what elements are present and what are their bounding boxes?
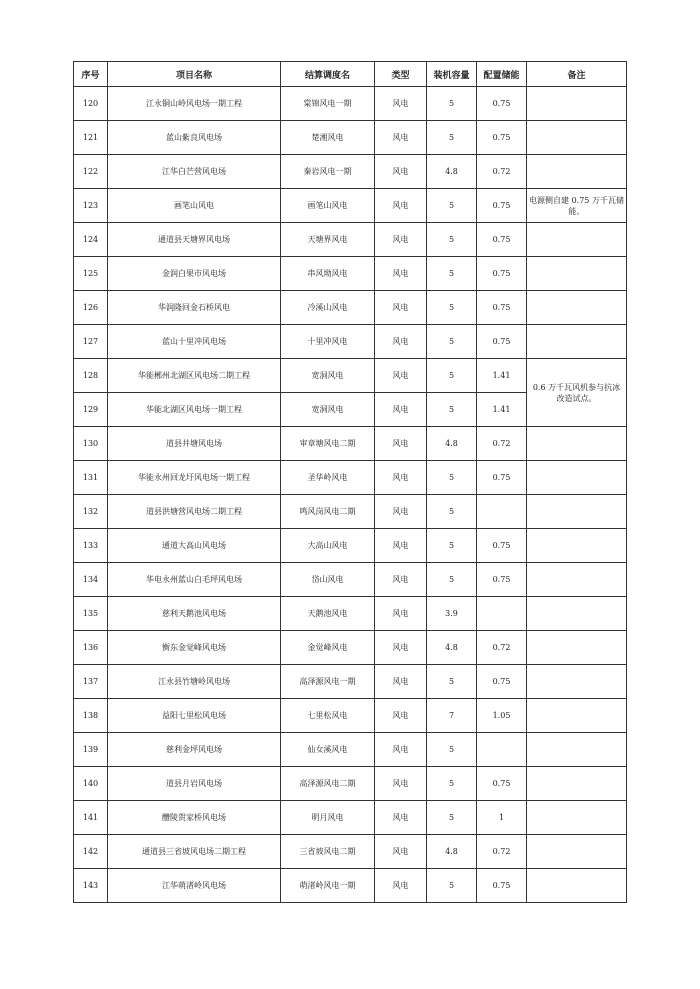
storage-cell: 1	[477, 801, 527, 835]
capacity-cell: 5	[427, 733, 477, 767]
table-row	[74, 801, 627, 835]
capacity-cell: 5	[427, 767, 477, 801]
dispatch-name-cell: 天鹅池风电	[281, 597, 375, 631]
note-cell	[527, 563, 627, 597]
row-no-cell: 129	[74, 393, 108, 427]
row-no-cell: 126	[74, 291, 108, 325]
dispatch-name-cell: 冷溪山风电	[281, 291, 375, 325]
project-type-cell: 风电	[375, 325, 427, 359]
capacity-cell: 4.8	[427, 835, 477, 869]
header-type: 类型	[375, 62, 427, 87]
note-cell	[527, 835, 627, 869]
project-name-cell: 道县井塘风电场	[108, 427, 281, 461]
project-name-cell: 华润隆回金石桥风电	[108, 291, 281, 325]
table-row	[74, 869, 627, 903]
project-type-cell: 风电	[375, 155, 427, 189]
storage-cell: 0.75	[477, 257, 527, 291]
project-type-cell: 风电	[375, 529, 427, 563]
project-type-cell: 风电	[375, 869, 427, 903]
storage-cell	[477, 597, 527, 631]
table-row	[74, 427, 627, 461]
note-cell	[527, 155, 627, 189]
project-type-cell: 风电	[375, 461, 427, 495]
row-no-cell: 142	[74, 835, 108, 869]
dispatch-name-cell: 岱山风电	[281, 563, 375, 597]
row-no-cell: 140	[74, 767, 108, 801]
dispatch-name-cell: 宽洞风电	[281, 359, 375, 393]
project-name-cell: 蓝山十里冲风电场	[108, 325, 281, 359]
header-capacity: 装机容量	[427, 62, 477, 87]
project-type-cell: 风电	[375, 87, 427, 121]
dispatch-name-cell: 高泽源风电一期	[281, 665, 375, 699]
note-cell	[527, 495, 627, 529]
project-type-cell: 风电	[375, 801, 427, 835]
project-name-cell: 华能北湖区风电场一期工程	[108, 393, 281, 427]
dispatch-name-cell: 萌渚岭风电一期	[281, 869, 375, 903]
table-row	[74, 461, 627, 495]
project-type-cell: 风电	[375, 121, 427, 155]
row-no-cell: 121	[74, 121, 108, 155]
header-project-name: 项目名称	[108, 62, 281, 87]
row-no-cell: 133	[74, 529, 108, 563]
row-no-cell: 135	[74, 597, 108, 631]
storage-cell: 0.75	[477, 291, 527, 325]
dispatch-name-cell: 秦岩风电一期	[281, 155, 375, 189]
note-cell	[527, 733, 627, 767]
dispatch-name-cell: 天塘界风电	[281, 223, 375, 257]
note-cell	[527, 767, 627, 801]
project-name-cell: 江永铜山岭风电场一期工程	[108, 87, 281, 121]
table-row	[74, 325, 627, 359]
note-cell	[527, 665, 627, 699]
storage-cell: 0.75	[477, 869, 527, 903]
capacity-cell: 4.8	[427, 631, 477, 665]
header-no: 序号	[74, 62, 108, 87]
capacity-cell: 4.8	[427, 155, 477, 189]
row-no-cell: 131	[74, 461, 108, 495]
storage-cell: 0.75	[477, 87, 527, 121]
table-row	[74, 767, 627, 801]
dispatch-name-cell: 圣华岭风电	[281, 461, 375, 495]
header-dispatch-name: 结算调度名	[281, 62, 375, 87]
storage-cell: 0.75	[477, 563, 527, 597]
note-cell	[527, 325, 627, 359]
header-note: 备注	[527, 62, 627, 87]
note-cell	[527, 427, 627, 461]
dispatch-name-cell: 串风坳风电	[281, 257, 375, 291]
capacity-cell: 5	[427, 529, 477, 563]
project-type-cell: 风电	[375, 427, 427, 461]
capacity-cell: 5	[427, 563, 477, 597]
capacity-cell: 5	[427, 325, 477, 359]
capacity-cell: 7	[427, 699, 477, 733]
table-row	[74, 121, 627, 155]
dispatch-name-cell: 十里冲风电	[281, 325, 375, 359]
project-type-cell: 风电	[375, 767, 427, 801]
row-no-cell: 120	[74, 87, 108, 121]
project-type-cell: 风电	[375, 189, 427, 223]
project-type-cell: 风电	[375, 665, 427, 699]
project-name-cell: 通道县三省坡风电场二期工程	[108, 835, 281, 869]
storage-cell: 0.75	[477, 665, 527, 699]
table-row	[74, 495, 627, 529]
dispatch-name-cell: 七里松风电	[281, 699, 375, 733]
note-cell	[527, 291, 627, 325]
storage-cell: 1.41	[477, 359, 527, 393]
storage-cell: 0.75	[477, 223, 527, 257]
dispatch-name-cell: 明月风电	[281, 801, 375, 835]
row-no-cell: 143	[74, 869, 108, 903]
project-name-cell: 益阳七里松风电场	[108, 699, 281, 733]
project-name-cell: 江华萌渚岭风电场	[108, 869, 281, 903]
note-cell	[527, 869, 627, 903]
note-cell	[527, 121, 627, 155]
table-row	[74, 359, 627, 393]
project-name-cell: 道县洪塘营风电场二期工程	[108, 495, 281, 529]
capacity-cell: 5	[427, 869, 477, 903]
project-name-cell: 金润白果市风电场	[108, 257, 281, 291]
dispatch-name-cell: 审章塘风电二期	[281, 427, 375, 461]
capacity-cell: 5	[427, 359, 477, 393]
dispatch-name-cell: 棠锦风电一期	[281, 87, 375, 121]
project-name-cell: 衡东金觉峰风电场	[108, 631, 281, 665]
capacity-cell: 5	[427, 461, 477, 495]
row-no-cell: 125	[74, 257, 108, 291]
table-row	[74, 665, 627, 699]
capacity-cell: 5	[427, 121, 477, 155]
dispatch-name-cell: 宽洞风电	[281, 393, 375, 427]
dispatch-name-cell: 三省坡风电二期	[281, 835, 375, 869]
dispatch-name-cell: 金觉峰风电	[281, 631, 375, 665]
table-row	[74, 291, 627, 325]
storage-cell: 1.41	[477, 393, 527, 427]
storage-cell: 0.75	[477, 189, 527, 223]
storage-cell: 0.72	[477, 155, 527, 189]
capacity-cell: 3.9	[427, 597, 477, 631]
table-row	[74, 699, 627, 733]
storage-cell	[477, 495, 527, 529]
capacity-cell: 5	[427, 257, 477, 291]
storage-cell: 1.05	[477, 699, 527, 733]
table-body	[74, 87, 627, 903]
row-no-cell: 139	[74, 733, 108, 767]
row-no-cell: 123	[74, 189, 108, 223]
note-cell	[527, 87, 627, 121]
dispatch-name-cell: 画笔山风电	[281, 189, 375, 223]
dispatch-name-cell: 仙女溪风电	[281, 733, 375, 767]
table-row	[74, 87, 627, 121]
row-no-cell: 141	[74, 801, 108, 835]
project-type-cell: 风电	[375, 291, 427, 325]
project-name-cell: 慈利金坪风电场	[108, 733, 281, 767]
project-type-cell: 风电	[375, 563, 427, 597]
row-no-cell: 138	[74, 699, 108, 733]
note-cell	[527, 529, 627, 563]
project-name-cell: 通道县天塘界风电场	[108, 223, 281, 257]
project-type-cell: 风电	[375, 223, 427, 257]
storage-cell	[477, 733, 527, 767]
project-type-cell: 风电	[375, 359, 427, 393]
storage-cell: 0.75	[477, 461, 527, 495]
project-name-cell: 道县月岩风电场	[108, 767, 281, 801]
project-type-cell: 风电	[375, 495, 427, 529]
note-cell	[527, 597, 627, 631]
storage-cell: 0.72	[477, 427, 527, 461]
note-cell: 电源侧自建 0.75 万千瓦储能。	[527, 189, 627, 223]
note-cell	[527, 801, 627, 835]
row-no-cell: 132	[74, 495, 108, 529]
capacity-cell: 5	[427, 87, 477, 121]
storage-cell: 0.75	[477, 121, 527, 155]
table-row	[74, 529, 627, 563]
dispatch-name-cell: 大高山风电	[281, 529, 375, 563]
row-no-cell: 122	[74, 155, 108, 189]
table-row	[74, 597, 627, 631]
row-no-cell: 136	[74, 631, 108, 665]
row-no-cell: 128	[74, 359, 108, 393]
storage-cell: 0.75	[477, 767, 527, 801]
dispatch-name-cell: 高泽源风电二期	[281, 767, 375, 801]
note-cell	[527, 631, 627, 665]
note-cell: 0.6 万千瓦风机参与抗冰改造试点。	[527, 359, 627, 427]
table-row	[74, 563, 627, 597]
project-type-cell: 风电	[375, 631, 427, 665]
project-name-cell: 江华白芒营风电场	[108, 155, 281, 189]
header-row	[74, 62, 627, 87]
dispatch-name-cell: 楚湘风电	[281, 121, 375, 155]
project-type-cell: 风电	[375, 393, 427, 427]
capacity-cell: 5	[427, 495, 477, 529]
capacity-cell: 5	[427, 291, 477, 325]
capacity-cell: 5	[427, 801, 477, 835]
capacity-cell: 5	[427, 223, 477, 257]
dispatch-name-cell: 鸣风岗风电二期	[281, 495, 375, 529]
table-row	[74, 631, 627, 665]
project-name-cell: 蓝山紫良风电场	[108, 121, 281, 155]
table-row	[74, 733, 627, 767]
storage-cell: 0.72	[477, 835, 527, 869]
project-name-cell: 华电永州蓝山白毛坪风电场	[108, 563, 281, 597]
note-cell	[527, 699, 627, 733]
project-table	[73, 61, 627, 903]
table-row	[74, 189, 627, 223]
project-type-cell: 风电	[375, 257, 427, 291]
project-name-cell: 华能郴州北湖区风电场二期工程	[108, 359, 281, 393]
note-cell	[527, 461, 627, 495]
table-row	[74, 257, 627, 291]
project-name-cell: 华能永州回龙圩风电场一期工程	[108, 461, 281, 495]
storage-cell: 0.72	[477, 631, 527, 665]
project-name-cell: 醴陵贺家桥风电场	[108, 801, 281, 835]
project-name-cell: 画笔山风电	[108, 189, 281, 223]
table-row	[74, 155, 627, 189]
table-row	[74, 835, 627, 869]
row-no-cell: 137	[74, 665, 108, 699]
note-cell	[527, 257, 627, 291]
row-no-cell: 130	[74, 427, 108, 461]
capacity-cell: 5	[427, 189, 477, 223]
project-type-cell: 风电	[375, 597, 427, 631]
project-type-cell: 风电	[375, 733, 427, 767]
capacity-cell: 4.8	[427, 427, 477, 461]
table-row	[74, 223, 627, 257]
project-name-cell: 慈利天鹅池风电场	[108, 597, 281, 631]
row-no-cell: 134	[74, 563, 108, 597]
project-type-cell: 风电	[375, 835, 427, 869]
row-no-cell: 124	[74, 223, 108, 257]
capacity-cell: 5	[427, 665, 477, 699]
storage-cell: 0.75	[477, 325, 527, 359]
project-name-cell: 通道大高山风电场	[108, 529, 281, 563]
project-name-cell: 江永县竹塘岭风电场	[108, 665, 281, 699]
capacity-cell: 5	[427, 393, 477, 427]
note-cell	[527, 223, 627, 257]
row-no-cell: 127	[74, 325, 108, 359]
project-type-cell: 风电	[375, 699, 427, 733]
header-storage: 配置储能	[477, 62, 527, 87]
storage-cell: 0.75	[477, 529, 527, 563]
